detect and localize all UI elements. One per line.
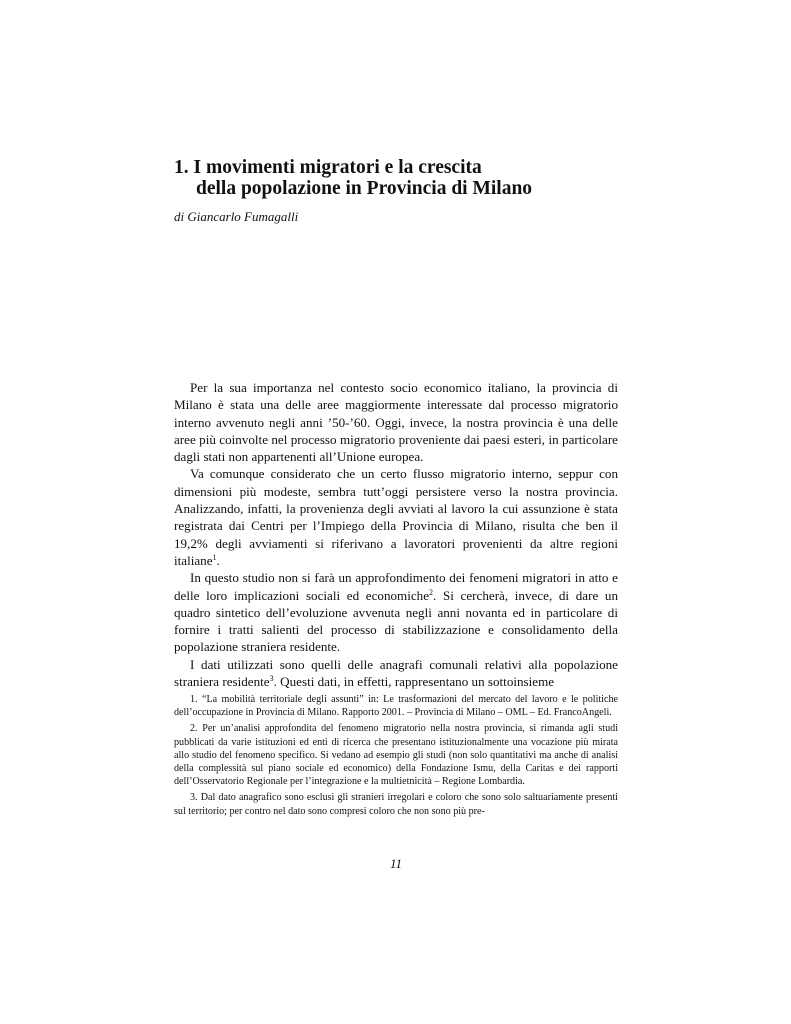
footnote-ref-1[interactable]: 1	[212, 552, 217, 562]
paragraph-2	[174, 465, 618, 569]
paragraph-3-text-a: In questo studio non si farà un approfondimento dei fenomeni migratori in atto e delle loro implicazioni sociali ed economiche	[174, 570, 618, 603]
chapter-title-line-2: della popolazione in Provincia di Milano	[196, 178, 533, 199]
footnote-3: 3. Dal dato anagrafico sono esclusi gli stranieri irregolari e coloro che sono solo saltuariamente presenti sul territorio; per contro nel dato sono compresi coloro che non sono più pre-	[174, 792, 618, 817]
chapter-title	[174, 157, 634, 199]
footnote-2: 2. Per un’analisi approfondita del fenomeno migratorio nella nostra provincia, si rimanda agli studi pubblicati da varie istituzioni ed enti di ricerca che presentano istituzionalmente una vocazione più mirata allo studio del fenomeno specifico. Si vedano ad esempio gli studi (non solo quantitativi ma anche di analisi della complessità sul piano sociale ed economico) della Fondazione Ismu, della Caritas e dei rapporti dell’Osservatorio Regionale per l’integrazione e la multietnicità – Regione Lombardia.	[174, 723, 618, 788]
footnote-1: 1. “La mobilità territoriale degli assunti” in: Le trasformazioni del mercato del lavoro e le politiche dell’occupazione in Provincia di Milano. Rapporto 2001. – Provincia di Milano – OML – Ed. FrancoAngeli.	[174, 694, 618, 719]
footnote-ref-3[interactable]: 3	[269, 674, 274, 684]
paragraph-4	[174, 656, 618, 691]
footnote-ref-2[interactable]: 2	[429, 587, 434, 597]
chapter-author: di Giancarlo Fumagalli	[174, 209, 299, 224]
paragraph-3-text-b: . Si cercherà, invece, di dare un quadro sintetico dell’evoluzione avvenuta negli anni novanta ed in particolare di fornire i tratti salienti del processo di stabilizzazione e consolidamento della popolazione straniera residente.	[174, 587, 618, 655]
paragraph-4-text-a: I dati utilizzati sono quelli delle anagrafi comunali relativi alla popolazione straniera residente	[174, 656, 618, 690]
paragraph-4-text-b: . Questi dati, in effetti, rappresentano un sottoinsieme	[273, 674, 555, 690]
body-text	[174, 379, 618, 690]
footnotes	[174, 693, 618, 821]
paragraph-2-text: Va comunque considerato che un certo flusso migratorio interno, seppur con dimensioni più modeste, sembra tutt’oggi persistere verso la nostra provincia. Analizzando, infatti, la provenienza degli avviati al lavoro la cui assunzione è stata registrata dai Centri per l’Impiego della Provincia di Milano, risulta che ben il 19,2% degli avviamenti si riferivano a lavoratori provenienti da altre regioni italiane	[174, 466, 618, 568]
paragraph-2-end: .	[216, 552, 220, 568]
paragraph-1	[174, 379, 618, 465]
paragraph-1-text: Per la sua importanza nel contesto socio economico italiano, la provincia di Milano è stata una delle aree maggiormente interessate dal processo migratorio interno avvenuto negli anni ’50-’60. Oggi, invece, la nostra provincia è una delle aree più coinvolte nel processo migratorio proveniente dai paesi esteri, in particolare dagli stati non appartenenti all’Unione europea.	[174, 380, 618, 465]
page-number: 11	[389, 856, 403, 871]
chapter-title-line-1: 1. I movimenti migratori e la crescita	[174, 157, 482, 178]
paragraph-3	[174, 569, 618, 655]
